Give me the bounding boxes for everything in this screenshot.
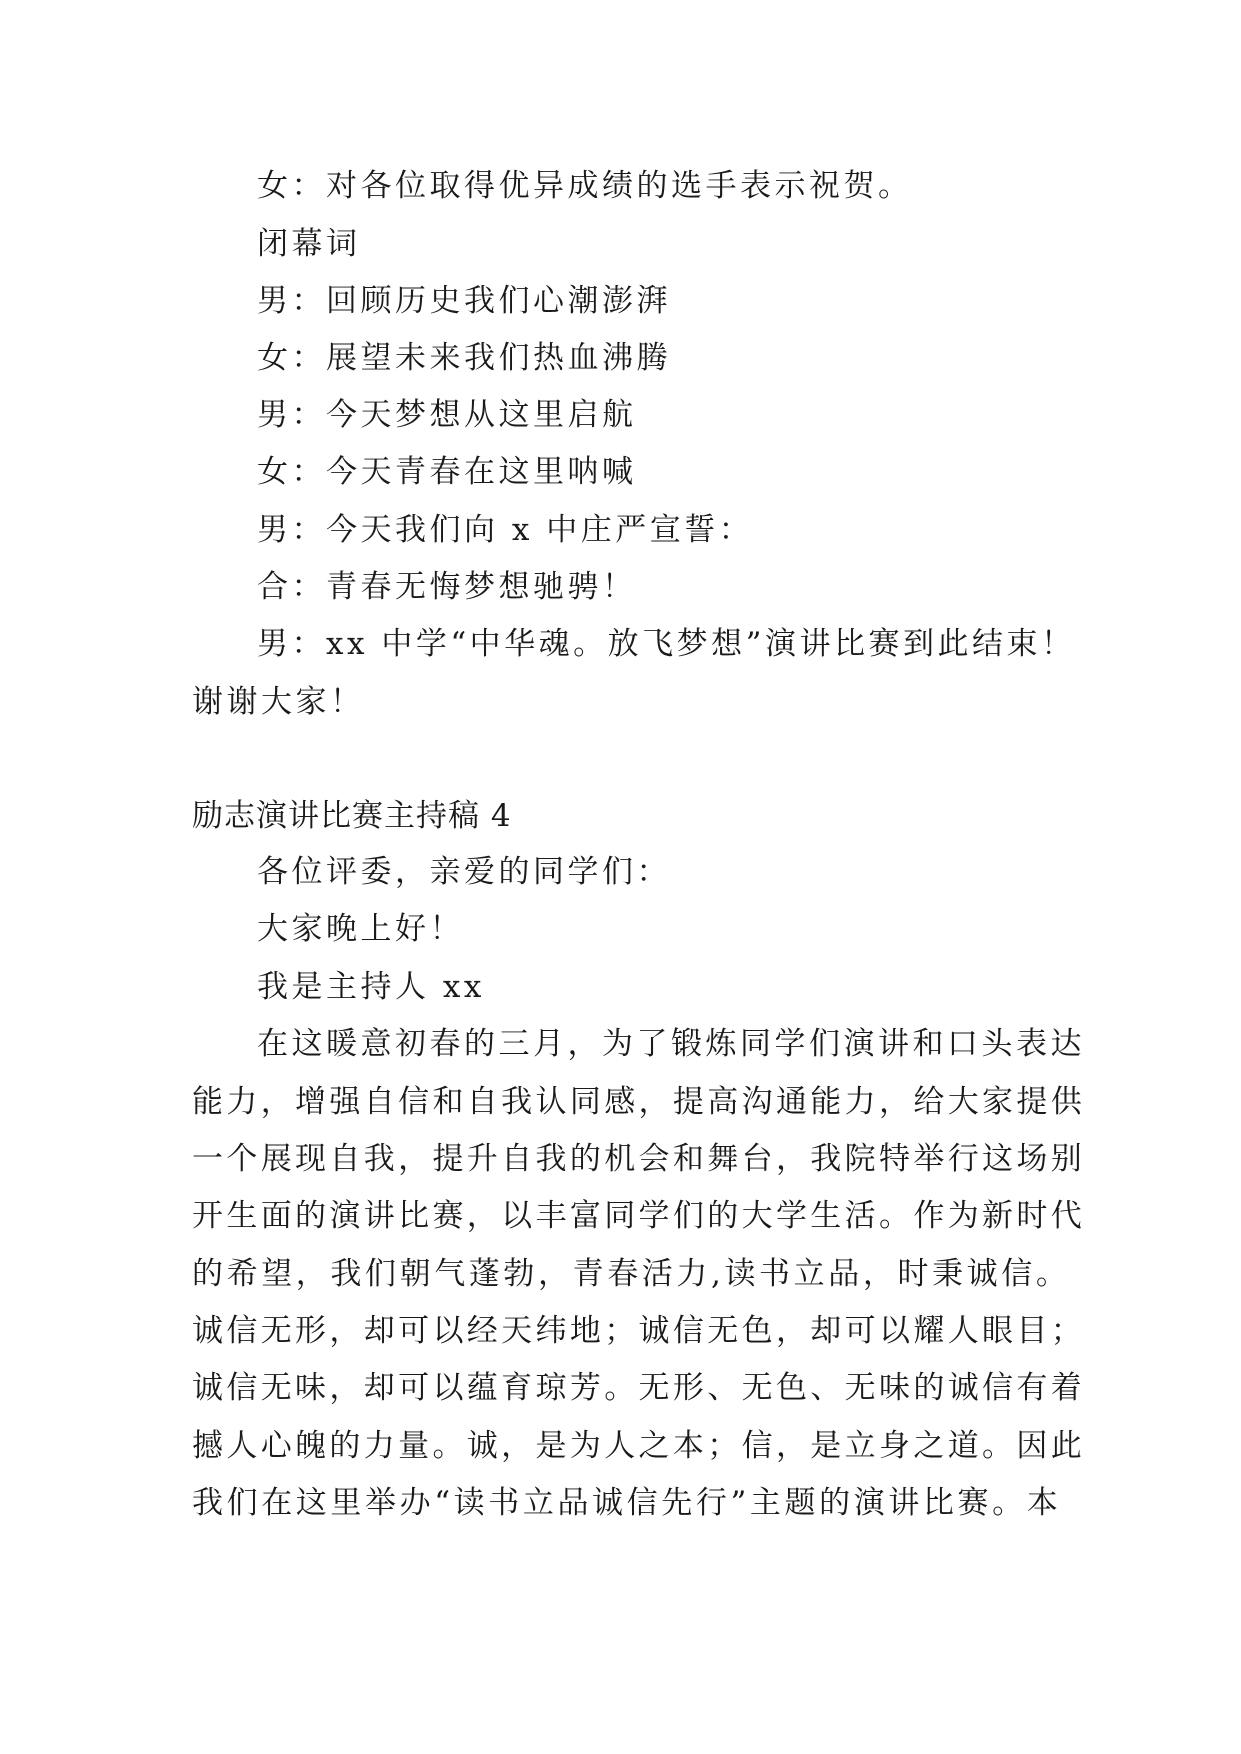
paragraph-line: 女：对各位取得优异成绩的选手表示祝贺。 (257, 168, 913, 204)
paragraph-line: 一个展现自我，提升自我的机会和舞台，我院特举行这场别 (192, 1141, 1086, 1177)
paragraph-line: 男：今天梦想从这里启航 (257, 397, 637, 433)
section-title: 励志演讲比赛主持稿 4 (192, 798, 512, 834)
paragraph-line: 各位评委，亲爱的同学们： (257, 854, 671, 890)
paragraph-line: 我是主持人 xx (257, 969, 485, 1005)
paragraph-line: 男：今天我们向 x 中庄严宣誓： (257, 512, 754, 548)
paragraph-line: 女：展望未来我们热血沸腾 (257, 340, 671, 376)
paragraph-line: 合：青春无悔梦想驰骋！ (257, 569, 637, 605)
paragraph-line: 诚信无味，却可以蕴育琼芳。无形、无色、无味的诚信有着 (192, 1370, 1086, 1406)
paragraph-line: 开生面的演讲比赛，以丰富同学们的大学生活。作为新时代 (192, 1198, 1086, 1234)
paragraph-line: 在这暖意初春的三月，为了锻炼同学们演讲和口头表达 (257, 1026, 1085, 1062)
paragraph-line: 男：回顾历史我们心潮澎湃 (257, 283, 671, 319)
paragraph-line: 的希望，我们朝气蓬勃，青春活力,读书立品，时秉诚信。 (192, 1256, 1071, 1292)
paragraph-line: 男：xx 中学“中华魂。放飞梦想”演讲比赛到此结束！ (257, 626, 1076, 662)
paragraph-line: 撼人心魄的力量。诚，是为人之本；信，是立身之道。因此 (192, 1428, 1086, 1464)
paragraph-line: 女：今天青春在这里呐喊 (257, 454, 637, 490)
paragraph-line: 我们在这里举办“读书立品诚信先行”主题的演讲比赛。本 (192, 1485, 1062, 1521)
paragraph-line: 谢谢大家！ (192, 684, 365, 720)
paragraph-line: 诚信无形，却可以经天纬地；诚信无色，却可以耀人眼目； (192, 1313, 1086, 1349)
paragraph-line: 大家晚上好！ (257, 911, 464, 947)
paragraph-line: 能力，增强自信和自我认同感，提高沟通能力，给大家提供 (192, 1084, 1086, 1120)
paragraph-line: 闭幕词 (257, 226, 361, 262)
